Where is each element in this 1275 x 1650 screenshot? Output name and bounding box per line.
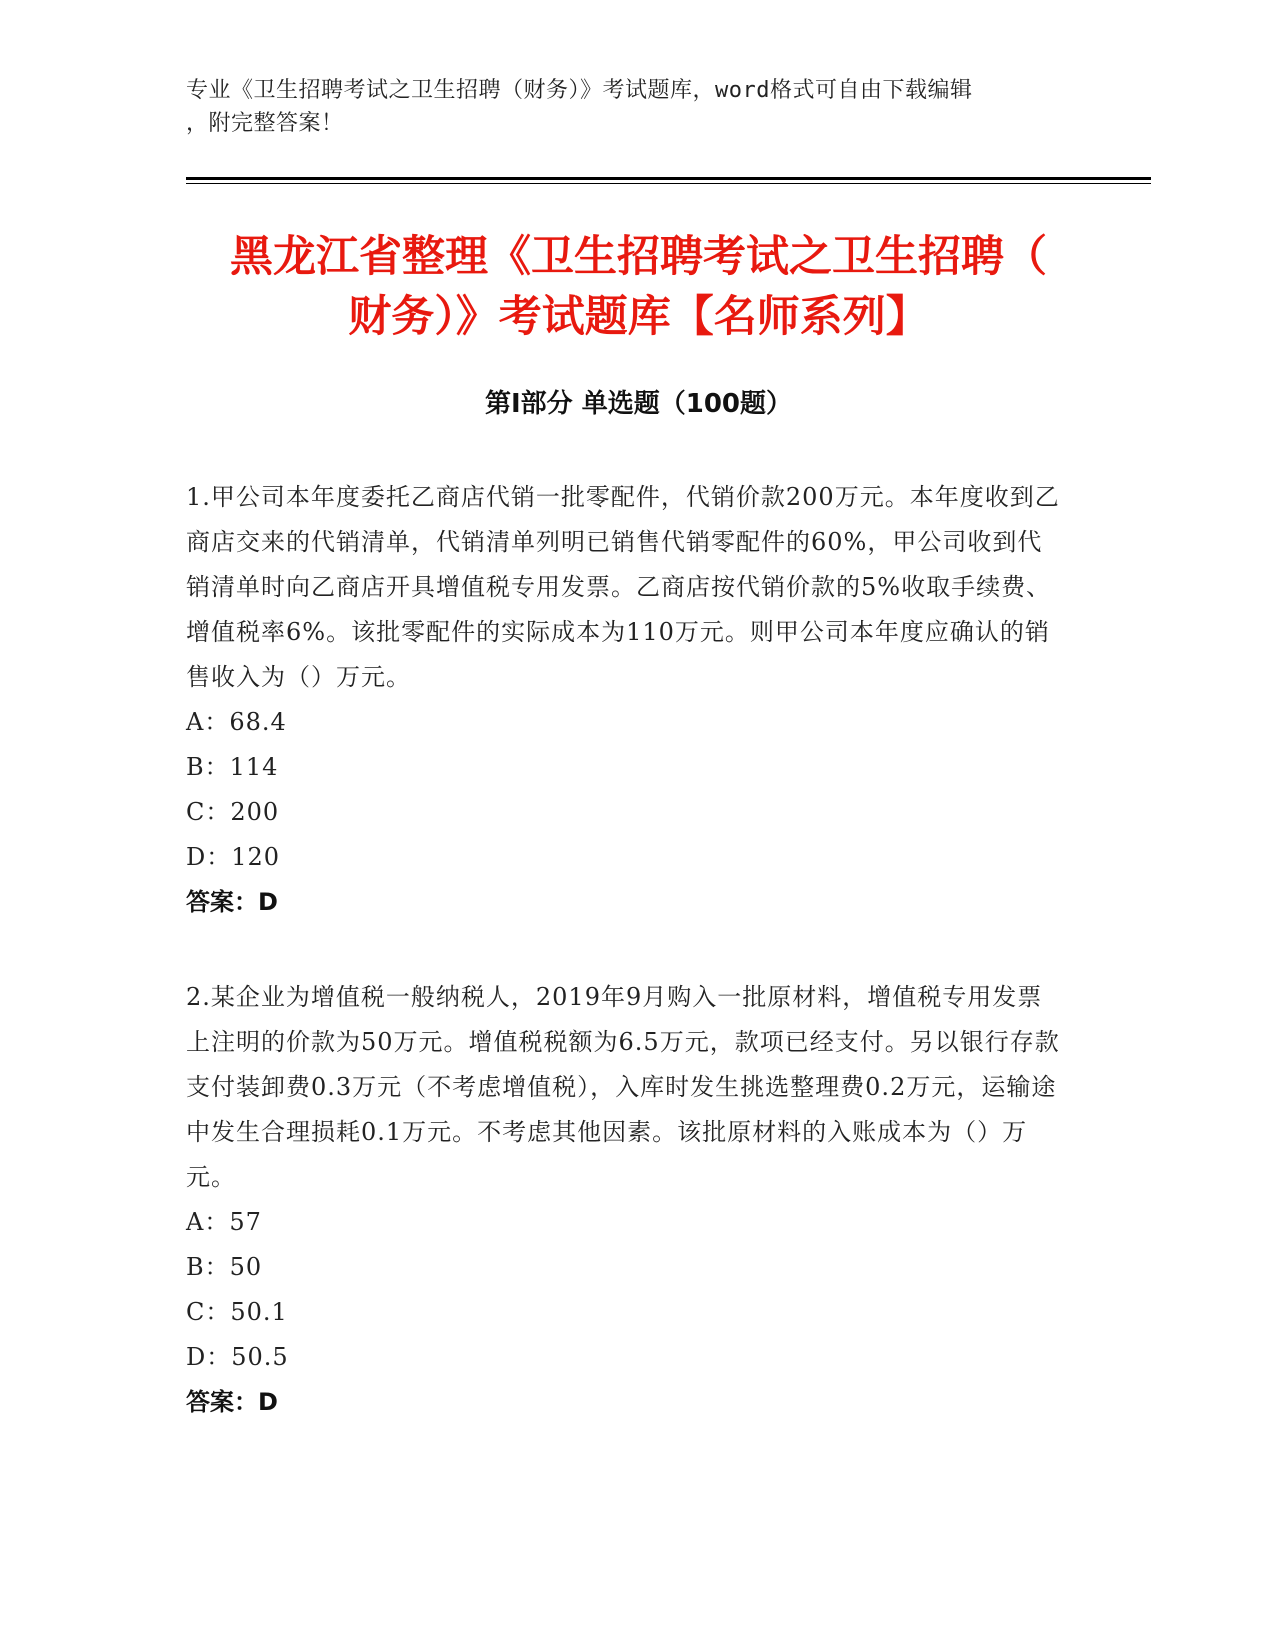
option-a: A：68.4 [186, 708, 287, 736]
option-c: C：200 [186, 798, 280, 826]
header-note-line-1: 专业《卫生招聘考试之卫生招聘（财务）》考试题库，word格式可自由下载编辑 [186, 78, 973, 103]
header-note [186, 74, 1086, 140]
question-1 [186, 475, 1066, 925]
header-divider-thin [186, 183, 1151, 184]
question-stem: 2.某企业为增值税一般纳税人，2019年9月购入一批原材料，增值税专用发票上注明的价款为50万元。增值税税额为6.5万元，款项已经支付。另以银行存款支付装卸费0.3万元（不考虑增值税），入库时发生挑选整理费0.2万元，运输途中发生合理损耗0.1万元。不考虑其他因素。该批原材料的入账成本为（）万元。 [186, 983, 1060, 1191]
section-heading: 第Ⅰ部分 单选题（100题） [485, 389, 792, 419]
header-note-line-2: ，附完整答案！ [186, 111, 344, 136]
document-title-line-1: 黑龙江省整理《卫生招聘考试之卫生招聘（ [230, 232, 1047, 282]
option-b: B：50 [186, 1253, 263, 1281]
header-divider-thick [186, 177, 1151, 180]
option-c: C：50.1 [186, 1298, 288, 1326]
answer-line: 答案：D [186, 888, 278, 916]
question-2 [186, 975, 1066, 1425]
option-a: A：57 [186, 1208, 262, 1236]
option-d: D：120 [186, 843, 281, 871]
option-b: B：114 [186, 753, 279, 781]
question-stem: 1.甲公司本年度委托乙商店代销一批零配件，代销价款200万元。本年度收到乙商店交来的代销清单，代销清单列明已销售代销零配件的60%，甲公司收到代销清单时向乙商店开具增值税专用发票。乙商店按代销价款的5%收取手续费、增值税率6%。该批零配件的实际成本为110万元。则甲公司本年度应确认的销售收入为（）万元。 [186, 483, 1060, 691]
option-d: D：50.5 [186, 1343, 289, 1371]
answer-line: 答案：D [186, 1388, 278, 1416]
document-title-line-2: 财务）》考试题库【名师系列】 [348, 292, 929, 342]
document-title [186, 227, 1091, 347]
